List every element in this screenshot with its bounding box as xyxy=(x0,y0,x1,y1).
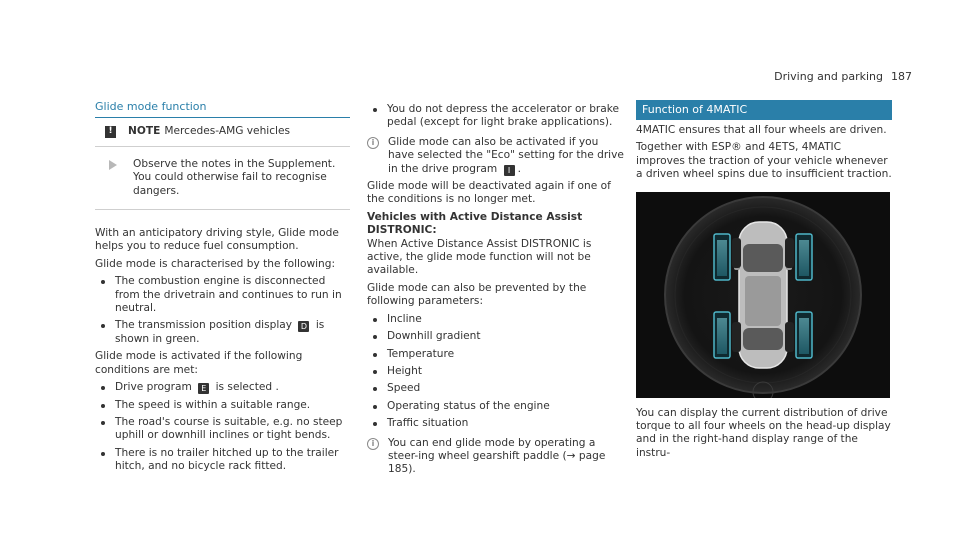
paragraph: Glide mode is activated if the following conditions are met: xyxy=(95,350,303,376)
info-icon: i xyxy=(367,438,379,450)
info-icon: i xyxy=(367,137,379,149)
bullet-icon xyxy=(101,280,105,284)
note-body xyxy=(95,147,350,209)
note-label: NOTE xyxy=(128,125,161,138)
list-item: The combustion engine is disconnected from the drivetrain and continues to run in neutral. xyxy=(95,275,350,315)
bullet-icon xyxy=(373,108,377,112)
car-body xyxy=(732,222,794,368)
drive-program-e-key-icon: E xyxy=(198,383,209,394)
gear-d-key-icon: D xyxy=(298,321,309,332)
paragraph: When Active Distance Assist DISTRONIC is active, the glide mode function will not be available. xyxy=(367,237,592,277)
rear-left-torque-bar xyxy=(714,312,730,358)
bullet-icon xyxy=(101,452,105,456)
list-item: The road's course is suitable, e.g. no steep uphill or downhill inclines or tight bends. xyxy=(95,416,350,443)
paragraph: Glide mode will be deactivated again if one of the conditions is no longer met. xyxy=(367,180,611,206)
list-item: Operating status of the engine xyxy=(367,400,625,413)
list-item: The speed is within a suitable range. xyxy=(95,399,350,412)
bullet-icon xyxy=(373,318,377,322)
rear-right-torque-bar xyxy=(796,312,812,358)
subheading-distronic: Vehicles with Active Distance Assist DISTRONIC: xyxy=(367,210,583,237)
paragraph: 4MATIC ensures that all four wheels are driven. xyxy=(636,124,887,136)
list-item: Downhill gradient xyxy=(367,330,625,343)
column-glide-conditions xyxy=(367,100,625,477)
note-box xyxy=(95,118,350,210)
info-note: i You can end glide mode by operating a steer-ing wheel gearshift paddle (→ page 185). xyxy=(367,437,625,477)
bullet-icon xyxy=(373,353,377,357)
list-item: Temperature xyxy=(367,348,625,361)
info-note: i Glide mode can also be activated if you have selected the "Eco" setting for the drive in the drive program I . xyxy=(367,136,625,176)
note-subtitle: Mercedes-AMG vehicles xyxy=(164,125,291,138)
list-item: Height xyxy=(367,365,625,378)
paragraph: Glide mode is characterised by the following: xyxy=(95,257,336,270)
bullet-icon xyxy=(373,370,377,374)
section-title-4matic: Function of 4MATIC xyxy=(636,100,892,120)
bullet-icon xyxy=(373,335,377,339)
list-item: Traffic situation xyxy=(367,417,625,430)
list-item: Speed xyxy=(367,382,625,395)
list-item: There is no trailer hitched up to the trailer hitch, and no bicycle rack fitted. xyxy=(95,447,350,474)
paragraph: You can display the current distribution of drive torque to all four wheels on the head-up display and in the right-hand display range of the instru- xyxy=(636,406,891,459)
drive-program-i-key-icon: I xyxy=(504,165,515,176)
paragraph: Glide mode can also be prevented by the following parameters: xyxy=(367,281,587,308)
bullet-icon xyxy=(373,387,377,391)
bullet-icon xyxy=(373,422,377,426)
column-glide-mode xyxy=(95,100,350,474)
paragraph: With an anticipatory driving style, Glide mode helps you to reduce fuel consumption. xyxy=(95,227,339,253)
front-right-torque-bar xyxy=(796,234,812,280)
note-text: Observe the notes in the Supplement. You could otherwise fail to recognise dangers. xyxy=(133,157,336,197)
bullet-icon xyxy=(373,405,377,409)
paragraph: Together with ESP® and 4ETS, 4MATIC improves the traction of your vehicle whenever a driven wheel spins due to insufficient traction. xyxy=(636,141,892,181)
list-item: The transmission position display D is shown in green. xyxy=(95,319,350,346)
list-item: Incline xyxy=(367,313,625,326)
car-topview-graphic xyxy=(636,192,890,398)
column-4matic xyxy=(636,100,892,460)
bullet-icon xyxy=(101,404,105,408)
list-item: Drive program E is selected . xyxy=(95,381,350,394)
section-title-glide: Glide mode function xyxy=(95,100,350,118)
list-item: You do not depress the accelerator or brake pedal (except for light brake applications). xyxy=(367,103,625,130)
bullet-icon xyxy=(101,421,105,425)
warning-exclamation-icon: ! xyxy=(105,126,116,138)
bullet-icon xyxy=(101,386,105,390)
note-header xyxy=(95,118,350,146)
torque-distribution-illustration xyxy=(636,192,890,398)
front-left-torque-bar xyxy=(714,234,730,280)
page-header xyxy=(774,70,912,83)
header-section: Driving and parking xyxy=(774,70,883,83)
action-arrow-icon xyxy=(109,160,117,170)
page-number: 187 xyxy=(891,70,912,83)
bullet-icon xyxy=(101,324,105,328)
